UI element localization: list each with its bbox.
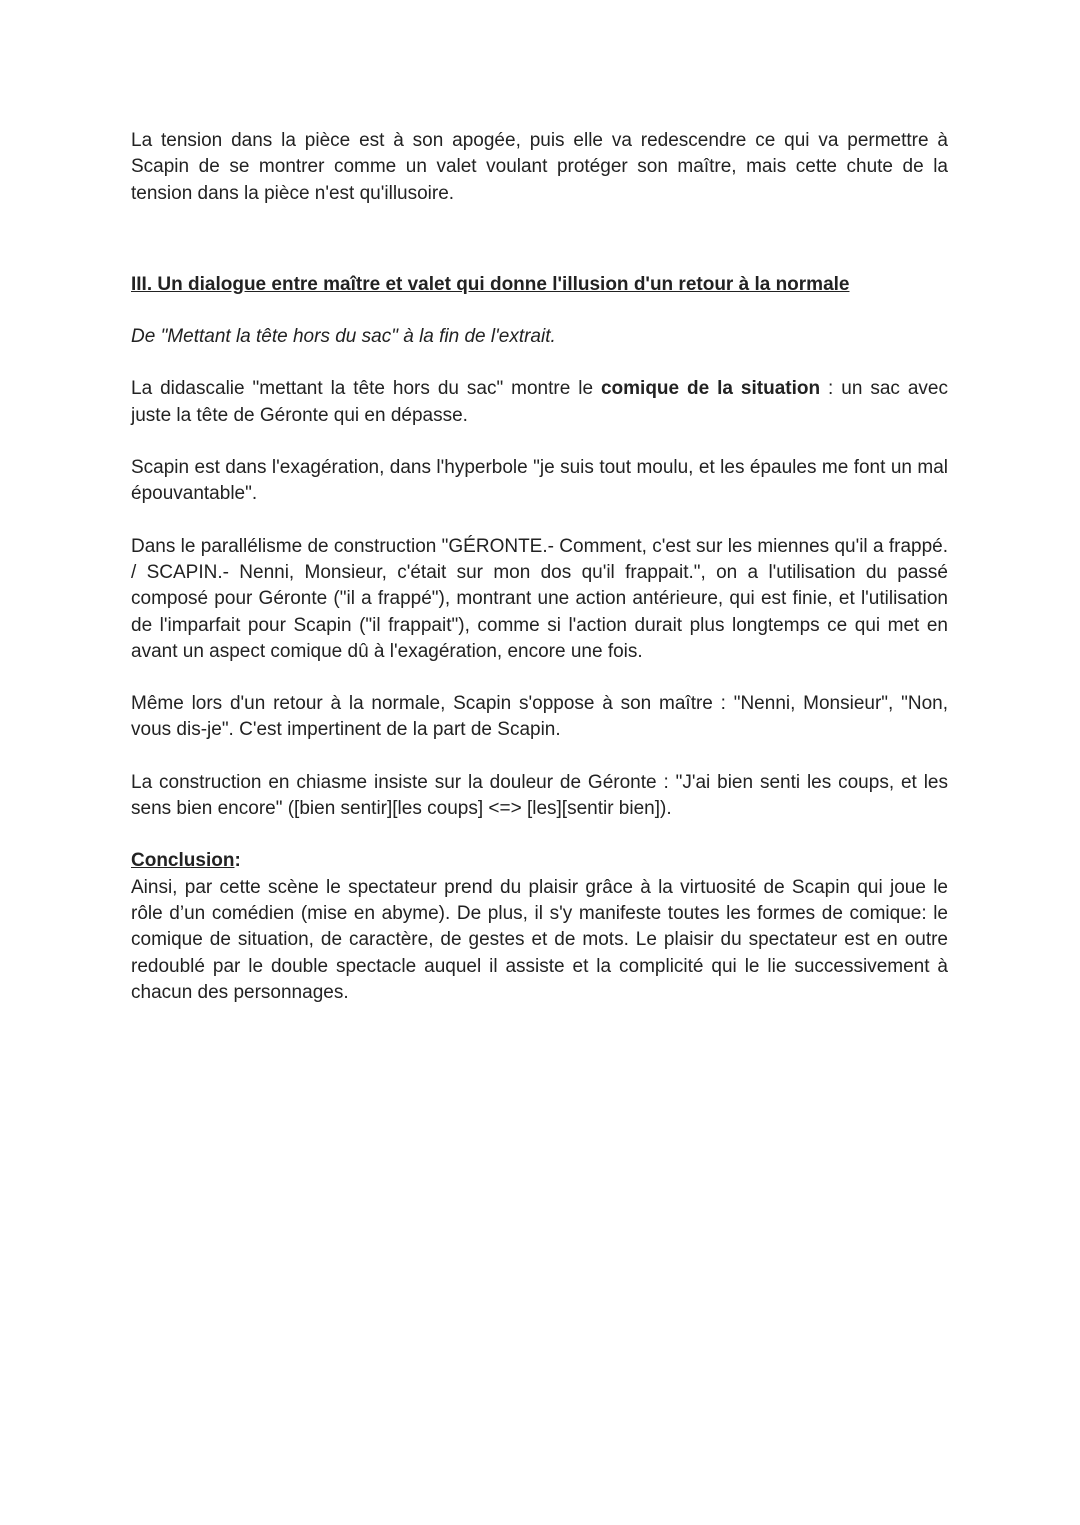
paragraph-didascalie-before: La didascalie "mettant la tête hors du sac" montre le [131, 378, 601, 400]
paragraph-chiasme: La construction en chiasme insiste sur la douleur de Géronte : "J'ai bien senti les coups, et les sens bien encore" ([bien sentir][les coups] <=> [les][sentir bien]). [131, 771, 948, 820]
paragraph-hyperbole: Scapin est dans l'exagération, dans l'hyperbole "je suis tout moulu, et les épaules me font un mal épouvantable". [131, 457, 948, 505]
paragraph-didascalie-bold: comique de la situation [600, 378, 821, 400]
conclusion-heading-colon: : [234, 850, 241, 872]
conclusion-heading [131, 850, 241, 871]
document-page [131, 128, 948, 1006]
conclusion-text: Ainsi, par cette scène le spectateur prend du plaisir grâce à la virtuosité de Scapin qui joue le rôle d’un comédien (mise en abyme). De plus, il s'y manifeste toutes les formes de comique: le comique de situation, de caractère, de gestes et de mots. Le plaisir du spectateur est en outre redoublé par le double spectacle auquel il assiste et la complicité qui le lie successivement à chacun des personnages. [131, 876, 948, 1003]
conclusion-heading-text: Conclusion [131, 850, 235, 872]
paragraph-opposition: Même lors d'un retour à la normale, Scapin s'oppose à son maître : "Nenni, Monsieur", "Non, vous dis-je". C'est impertinent de la part de Scapin. [131, 693, 948, 741]
paragraph-didascalie-after: : un sac avec juste la tête de Géronte qui en dépasse. [131, 378, 948, 426]
paragraph-didascalie [131, 376, 948, 429]
section-3-range: De "Mettant la tête hors du sac" à la fin de l'extrait. [131, 326, 556, 348]
section-3-heading: III. Un dialogue entre maître et valet qui donne l'illusion d'un retour à la normale [131, 273, 850, 295]
intro-paragraph: La tension dans la pièce est à son apogée, puis elle va redescendre ce qui va permettre à Scapin de se montrer comme un valet voulant protéger son maître, mais cette chute de la tension dans la pièce n'est qu'illusoire. [131, 130, 948, 204]
paragraph-parallelisme: Dans le parallélisme de construction "GÉRONTE.- Comment, c'est sur les miennes qu'il a frappé. / SCAPIN.- Nenni, Monsieur, c'était sur mon dos qu'il frappait.", on a l'utilisation du passé composé pour Géronte ("il a frappé"), montrant une action antérieure, qui est finie, et l'utilisation de l'imparfait pour Scapin ("il frappait"), comme si l'action durait plus longtemps ce qui met en avant un aspect comique dû à l'exagération, encore une fois. [131, 535, 948, 662]
conclusion-heading-line [131, 848, 948, 874]
